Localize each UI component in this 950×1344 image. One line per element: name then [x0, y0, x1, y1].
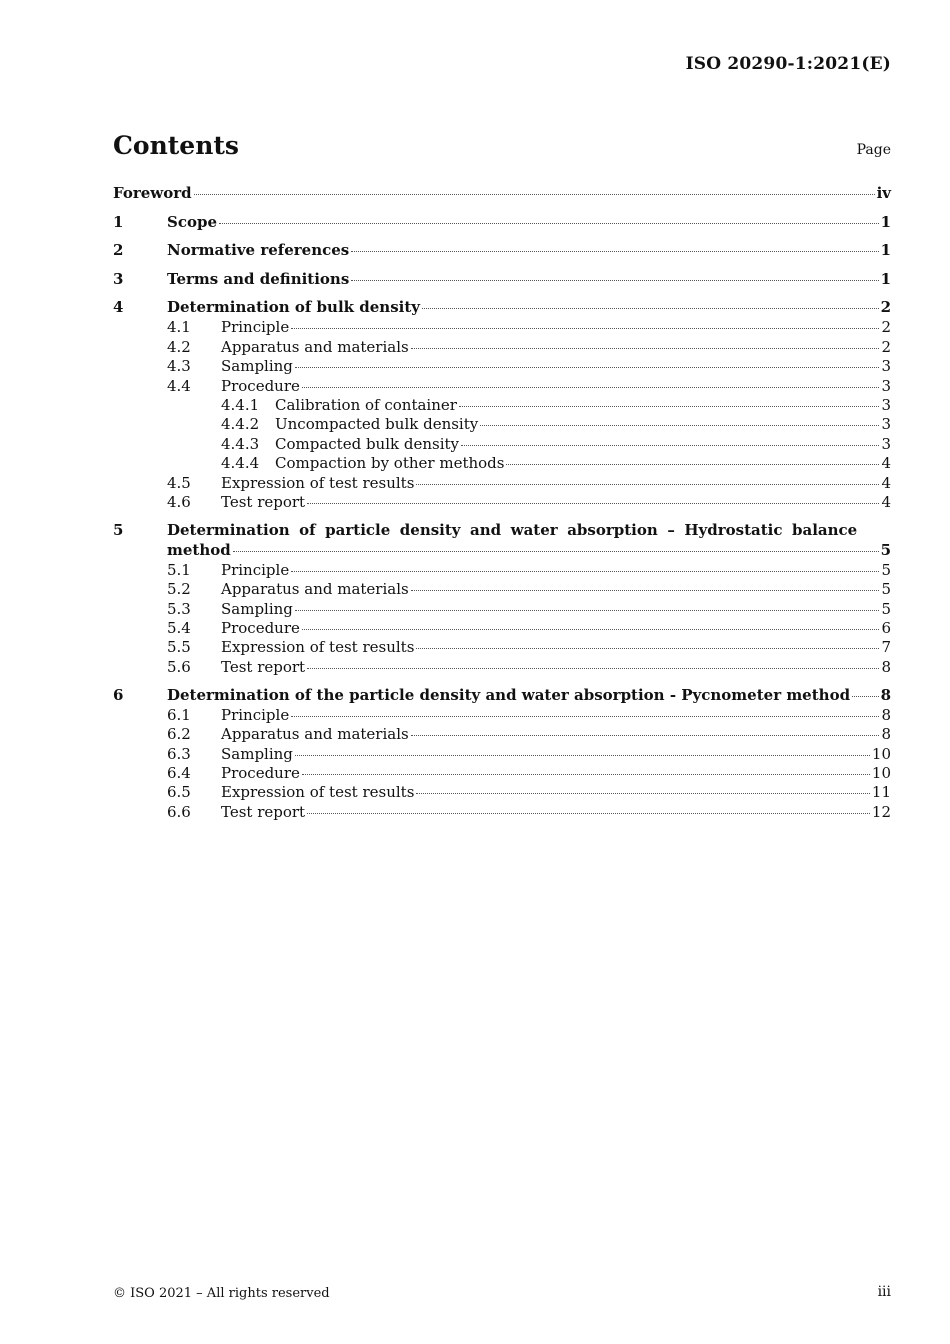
- standard-identifier: ISO 20290-1:2021(E): [685, 54, 891, 74]
- dot-leader: [506, 463, 879, 465]
- toc-entry-number: 4.2: [167, 337, 191, 356]
- toc-entry-page[interactable]: 3: [881, 415, 891, 434]
- toc-entry-title[interactable]: Sampling: [221, 357, 293, 376]
- dot-leader: [219, 222, 879, 224]
- toc-subentry[interactable]: [113, 725, 891, 744]
- toc-subsubentry[interactable]: [113, 396, 891, 415]
- dot-leader: [411, 589, 880, 591]
- toc-entry-number: 2: [113, 241, 124, 260]
- toc-entry-number: 4.1: [167, 318, 191, 337]
- toc-entry-number: 4.4.1: [221, 395, 260, 414]
- page-column-label: Page: [856, 142, 891, 158]
- toc-entry-page[interactable]: 8: [880, 685, 891, 704]
- toc-subentry[interactable]: [113, 600, 891, 619]
- toc-entry-title[interactable]: Expression of test results: [221, 783, 415, 802]
- toc-entry-page[interactable]: 3: [881, 395, 891, 414]
- toc-entry-page[interactable]: 2: [880, 298, 891, 317]
- toc-entry-number: 5.6: [167, 657, 191, 676]
- toc-entry-title[interactable]: Uncompacted bulk density: [275, 415, 479, 434]
- toc-subentry[interactable]: [113, 638, 891, 657]
- table-of-contents: [113, 184, 891, 822]
- toc-entry[interactable]: [113, 213, 891, 233]
- dot-leader: [233, 550, 879, 552]
- toc-entry-title[interactable]: Apparatus and materials: [221, 725, 409, 744]
- toc-subentry[interactable]: [113, 658, 891, 677]
- toc-entry-number: 6.3: [167, 744, 191, 763]
- toc-entry-number: 6.5: [167, 783, 191, 802]
- toc-entry-number: 6: [113, 685, 124, 704]
- contents-heading: Contents: [113, 131, 240, 160]
- dot-leader: [302, 628, 880, 630]
- dot-leader: [307, 812, 870, 814]
- toc-entry-number: 6.4: [167, 763, 191, 782]
- toc-subentry[interactable]: [113, 706, 891, 725]
- toc-entry-page[interactable]: 1: [880, 212, 891, 231]
- toc-entry-page[interactable]: 5: [881, 599, 891, 618]
- toc-entry-page[interactable]: iv: [876, 184, 891, 202]
- toc-entry-page[interactable]: 4: [881, 492, 891, 511]
- toc-subentry[interactable]: [113, 619, 891, 638]
- toc-entry-number: 6.2: [167, 725, 191, 744]
- toc-entry-title[interactable]: method: [167, 540, 231, 559]
- toc-subentry[interactable]: [113, 357, 891, 376]
- toc-entry-title-line1[interactable]: Determination of particle density and water absorption – Hydrostatic balance: [167, 520, 858, 539]
- dot-leader: [852, 695, 879, 697]
- toc-subentry[interactable]: [113, 474, 891, 493]
- toc-entry-page[interactable]: 5: [880, 540, 891, 559]
- dot-leader: [307, 667, 879, 669]
- dot-leader: [480, 424, 879, 426]
- toc-entry-page[interactable]: 7: [881, 638, 891, 657]
- toc-entry-page[interactable]: 10: [871, 763, 891, 782]
- toc-entry-page[interactable]: 5: [881, 560, 891, 579]
- dot-leader: [295, 366, 880, 368]
- toc-entry-page[interactable]: 3: [881, 434, 891, 453]
- toc-entry-number: 6.6: [167, 802, 191, 821]
- toc-entry[interactable]: [113, 184, 891, 204]
- toc-entry-page[interactable]: 1: [880, 269, 891, 288]
- toc-entry-number: 5.5: [167, 638, 191, 657]
- toc-entry-number: 4.6: [167, 492, 191, 511]
- dot-leader: [302, 386, 880, 388]
- page-number: iii: [877, 1284, 891, 1300]
- toc-entry-title[interactable]: Normative references: [167, 241, 350, 260]
- dot-leader: [291, 327, 879, 329]
- toc-entry-number: 1: [113, 212, 124, 231]
- toc-entry-title[interactable]: Principle: [221, 318, 290, 337]
- toc-entry-title[interactable]: Foreword: [113, 184, 192, 202]
- dot-leader: [416, 792, 870, 794]
- toc-entry-title[interactable]: Sampling: [221, 744, 293, 763]
- toc-entry-page[interactable]: 8: [881, 725, 891, 744]
- dot-leader: [411, 347, 880, 349]
- toc-subentry[interactable]: [113, 803, 891, 822]
- toc-entry-page[interactable]: 3: [881, 376, 891, 395]
- toc-subentry[interactable]: [113, 783, 891, 802]
- toc-entry[interactable]: [113, 298, 891, 318]
- toc-entry-page[interactable]: 8: [881, 705, 891, 724]
- toc-entry-title[interactable]: Expression of test results: [221, 473, 415, 492]
- toc-entry[interactable]: [113, 686, 891, 706]
- toc-entry-title[interactable]: Calibration of container: [275, 395, 457, 414]
- toc-entry-page[interactable]: 2: [881, 337, 891, 356]
- toc-entry-title[interactable]: Procedure: [221, 376, 300, 395]
- dot-leader: [307, 502, 879, 504]
- toc-entry-number: 5.4: [167, 619, 191, 638]
- dot-leader: [461, 444, 879, 446]
- toc-subentry[interactable]: [113, 377, 891, 396]
- toc-subentry[interactable]: [113, 338, 891, 357]
- toc-entry-title[interactable]: Compaction by other methods: [275, 454, 505, 473]
- dot-leader: [291, 715, 879, 717]
- toc-entry-number: 4.4.2: [221, 415, 260, 434]
- toc-entry-title[interactable]: Apparatus and materials: [221, 337, 409, 356]
- toc-entry-page[interactable]: 5: [881, 580, 891, 599]
- toc-entry-page[interactable]: 6: [881, 619, 891, 638]
- dot-leader: [295, 609, 880, 611]
- dot-leader: [411, 734, 880, 736]
- toc-entry-page[interactable]: 8: [881, 657, 891, 676]
- toc-entry-title[interactable]: Test report: [221, 657, 306, 676]
- toc-entry-title[interactable]: Scope: [167, 212, 218, 231]
- toc-entry-number: 5.2: [167, 580, 191, 599]
- toc-entry-number: 4.4: [167, 376, 191, 395]
- toc-entry-page[interactable]: 12: [871, 802, 891, 821]
- toc-subentry[interactable]: [113, 764, 891, 783]
- toc-entry-title[interactable]: Test report: [221, 492, 306, 511]
- toc-entry-page[interactable]: 2: [881, 318, 891, 337]
- toc-entry-title[interactable]: Terms and definitions: [167, 269, 350, 288]
- toc-entry-title[interactable]: Determination of bulk density: [167, 298, 420, 317]
- toc-entry-page[interactable]: 4: [881, 473, 891, 492]
- toc-entry-number: 4.3: [167, 357, 191, 376]
- dot-leader: [459, 405, 880, 407]
- toc-entry-title[interactable]: Test report: [221, 802, 306, 821]
- toc-entry-title[interactable]: Expression of test results: [221, 638, 415, 657]
- toc-entry-number: 5: [113, 520, 124, 539]
- toc-entry-number: 4: [113, 298, 124, 317]
- toc-entry-title[interactable]: Sampling: [221, 599, 293, 618]
- toc-entry[interactable]: [113, 541, 891, 561]
- toc-entry-page[interactable]: 11: [871, 783, 891, 802]
- dot-leader: [351, 250, 878, 252]
- toc-subentry[interactable]: [113, 561, 891, 580]
- dot-leader: [422, 307, 879, 309]
- toc-entry[interactable]: [113, 270, 891, 290]
- dot-leader: [416, 483, 879, 485]
- toc-entry-number: 4.4.3: [221, 434, 260, 453]
- toc-entry-number: 4.4.4: [221, 454, 260, 473]
- toc-entry-title[interactable]: Principle: [221, 705, 290, 724]
- toc-entry-title[interactable]: Principle: [221, 560, 290, 579]
- toc-entry-number: 5.1: [167, 560, 191, 579]
- toc-entry-number: 5.3: [167, 599, 191, 618]
- toc-entry[interactable]: [113, 241, 891, 261]
- dot-leader: [351, 279, 878, 281]
- toc-entry-page[interactable]: 10: [871, 744, 891, 763]
- toc-entry-number: 4.5: [167, 473, 191, 492]
- toc-entry-title[interactable]: Determination of the particle density and water absorption - Pycnometer method: [167, 685, 851, 704]
- toc-subsubentry[interactable]: [113, 415, 891, 434]
- toc-subentry[interactable]: [113, 745, 891, 764]
- toc-entry-title[interactable]: Procedure: [221, 619, 300, 638]
- toc-entry-page[interactable]: 4: [881, 454, 891, 473]
- toc-subsubentry[interactable]: [113, 454, 891, 473]
- toc-entry-number: 3: [113, 269, 124, 288]
- dot-leader: [194, 193, 875, 195]
- toc-entry-title[interactable]: Compacted bulk density: [275, 434, 460, 453]
- toc-subentry[interactable]: [113, 580, 891, 599]
- toc-entry-title[interactable]: Apparatus and materials: [221, 580, 409, 599]
- toc-entry-heading-line: [113, 521, 891, 541]
- toc-subentry[interactable]: [113, 493, 891, 512]
- toc-entry-number: 6.1: [167, 705, 191, 724]
- dot-leader: [416, 647, 879, 649]
- toc-entry-page[interactable]: 3: [881, 357, 891, 376]
- toc-subentry[interactable]: [113, 318, 891, 337]
- dot-leader: [291, 570, 879, 572]
- toc-subsubentry[interactable]: [113, 435, 891, 454]
- copyright-notice: © ISO 2021 – All rights reserved: [113, 1286, 330, 1301]
- toc-entry-title[interactable]: Procedure: [221, 763, 300, 782]
- dot-leader: [295, 754, 870, 756]
- toc-entry-page[interactable]: 1: [880, 241, 891, 260]
- dot-leader: [302, 773, 870, 775]
